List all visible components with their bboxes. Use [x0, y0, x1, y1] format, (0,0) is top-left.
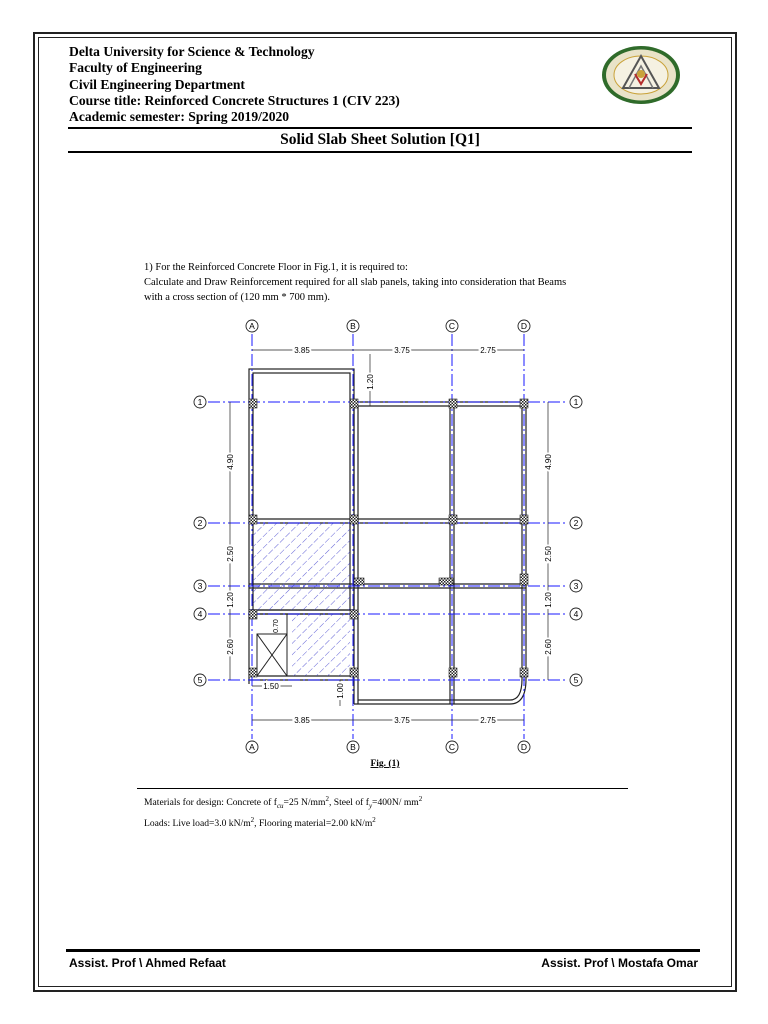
materials-line [144, 792, 422, 813]
live-load-sup: 2 [250, 816, 255, 825]
dim-left-4: 2.60 [226, 639, 235, 655]
axis-label-right-3: 3 [573, 581, 579, 591]
footer-author-right: Assist. Prof \ Mostafa Omar [541, 956, 698, 970]
hatched-slab-lower [292, 614, 350, 676]
figure-caption: Fig. (1) [370, 759, 400, 769]
hatched-slab-upper [253, 523, 350, 610]
materials-prefix: Materials for design: Concrete of f [144, 797, 277, 809]
axis-label-right-4: 4 [573, 609, 579, 619]
materials-mid: , Steel of f [328, 797, 369, 809]
dim-bottom-1: 3.85 [294, 716, 310, 725]
dim-left-2: 2.50 [226, 546, 235, 562]
university-name: Delta University for Science & Technology [69, 44, 315, 59]
dim-bottom-3: 2.75 [480, 716, 496, 725]
fy-unit-sup: 2 [418, 795, 423, 803]
dim-top-2: 3.75 [394, 346, 410, 355]
loads-mid: , Flooring material=2.00 kN/m [254, 818, 373, 830]
axis-label-top-b: B [350, 321, 356, 331]
department-name: Civil Engineering Department [69, 76, 245, 92]
fcu-value: =25 N/mm [283, 797, 326, 809]
loads-prefix: Loads: Live load=3.0 kN/m [144, 818, 251, 830]
dim-cantilever-top: 1.20 [366, 374, 375, 390]
dim-bottom-2: 3.75 [394, 716, 410, 725]
axis-label-right-5: 5 [573, 675, 579, 685]
axis-label-left-2: 2 [197, 518, 203, 528]
stair-box [257, 614, 287, 676]
loads-line [144, 813, 422, 831]
university-logo [600, 44, 682, 106]
course-title: Course title: Reinforced Concrete Structures 1 (CIV 223) [69, 92, 400, 108]
axis-label-right-1: 1 [573, 397, 579, 407]
footer-author-left: Assist. Prof \ Ahmed Refaat [69, 956, 226, 970]
question-text [144, 260, 634, 305]
axis-label-top-c: C [448, 321, 456, 331]
axis-label-left-1: 1 [197, 397, 203, 407]
dim-right-1: 4.90 [544, 454, 553, 470]
axis-label-bottom-a: A [249, 742, 255, 752]
footer-rule [66, 949, 700, 952]
dim-right-4: 2.60 [544, 639, 553, 655]
dim-right-3: 1.20 [544, 592, 553, 608]
faculty-name: Faculty of Engineering [69, 60, 202, 76]
fy-value: =400N/ mm [372, 797, 419, 809]
dim-left-3: 1.20 [226, 592, 235, 608]
dim-cantilever-bottom: 1.00 [336, 683, 345, 699]
academic-semester: Academic semester: Spring 2019/2020 [69, 109, 290, 125]
question-line-3: with a cross section of (120 mm * 700 mm). [144, 292, 331, 303]
title-bar [68, 127, 692, 153]
axis-label-left-3: 3 [197, 581, 203, 591]
axis-label-right-2: 2 [573, 518, 579, 528]
question-line-1: 1) For the Reinforced Concrete Floor in Fig.1, it is required to: [144, 262, 408, 273]
dim-stair-landing: 0.70 [273, 619, 280, 633]
axis-label-bottom-c: C [448, 742, 456, 752]
dim-left-1: 4.90 [226, 454, 235, 470]
axis-label-top-a: A [249, 321, 255, 331]
question-line-2: Calculate and Draw Reinforcement required for all slab panels, taking into consideration that Beams [144, 277, 567, 288]
flooring-sup: 2 [372, 816, 376, 825]
header-block [69, 44, 400, 125]
dim-top-3: 2.75 [480, 346, 496, 355]
axis-label-left-5: 5 [197, 675, 203, 685]
dim-stair-width: 1.50 [263, 682, 279, 691]
axis-label-bottom-d: D [520, 742, 528, 752]
floor-plan-figure [180, 314, 600, 774]
axis-label-bottom-b: B [350, 742, 356, 752]
dim-top-1: 3.85 [294, 346, 310, 355]
materials-block [144, 792, 422, 831]
fy-subscript: y [368, 802, 373, 811]
materials-rule [137, 788, 628, 789]
fcu-unit-sup: 2 [325, 795, 329, 803]
page-title: Solid Slab Sheet Solution [Q1] [280, 131, 480, 148]
axis-label-left-4: 4 [197, 609, 203, 619]
fcu-subscript: cu [276, 802, 284, 811]
axis-label-top-d: D [520, 321, 528, 331]
dim-right-2: 2.50 [544, 546, 553, 562]
